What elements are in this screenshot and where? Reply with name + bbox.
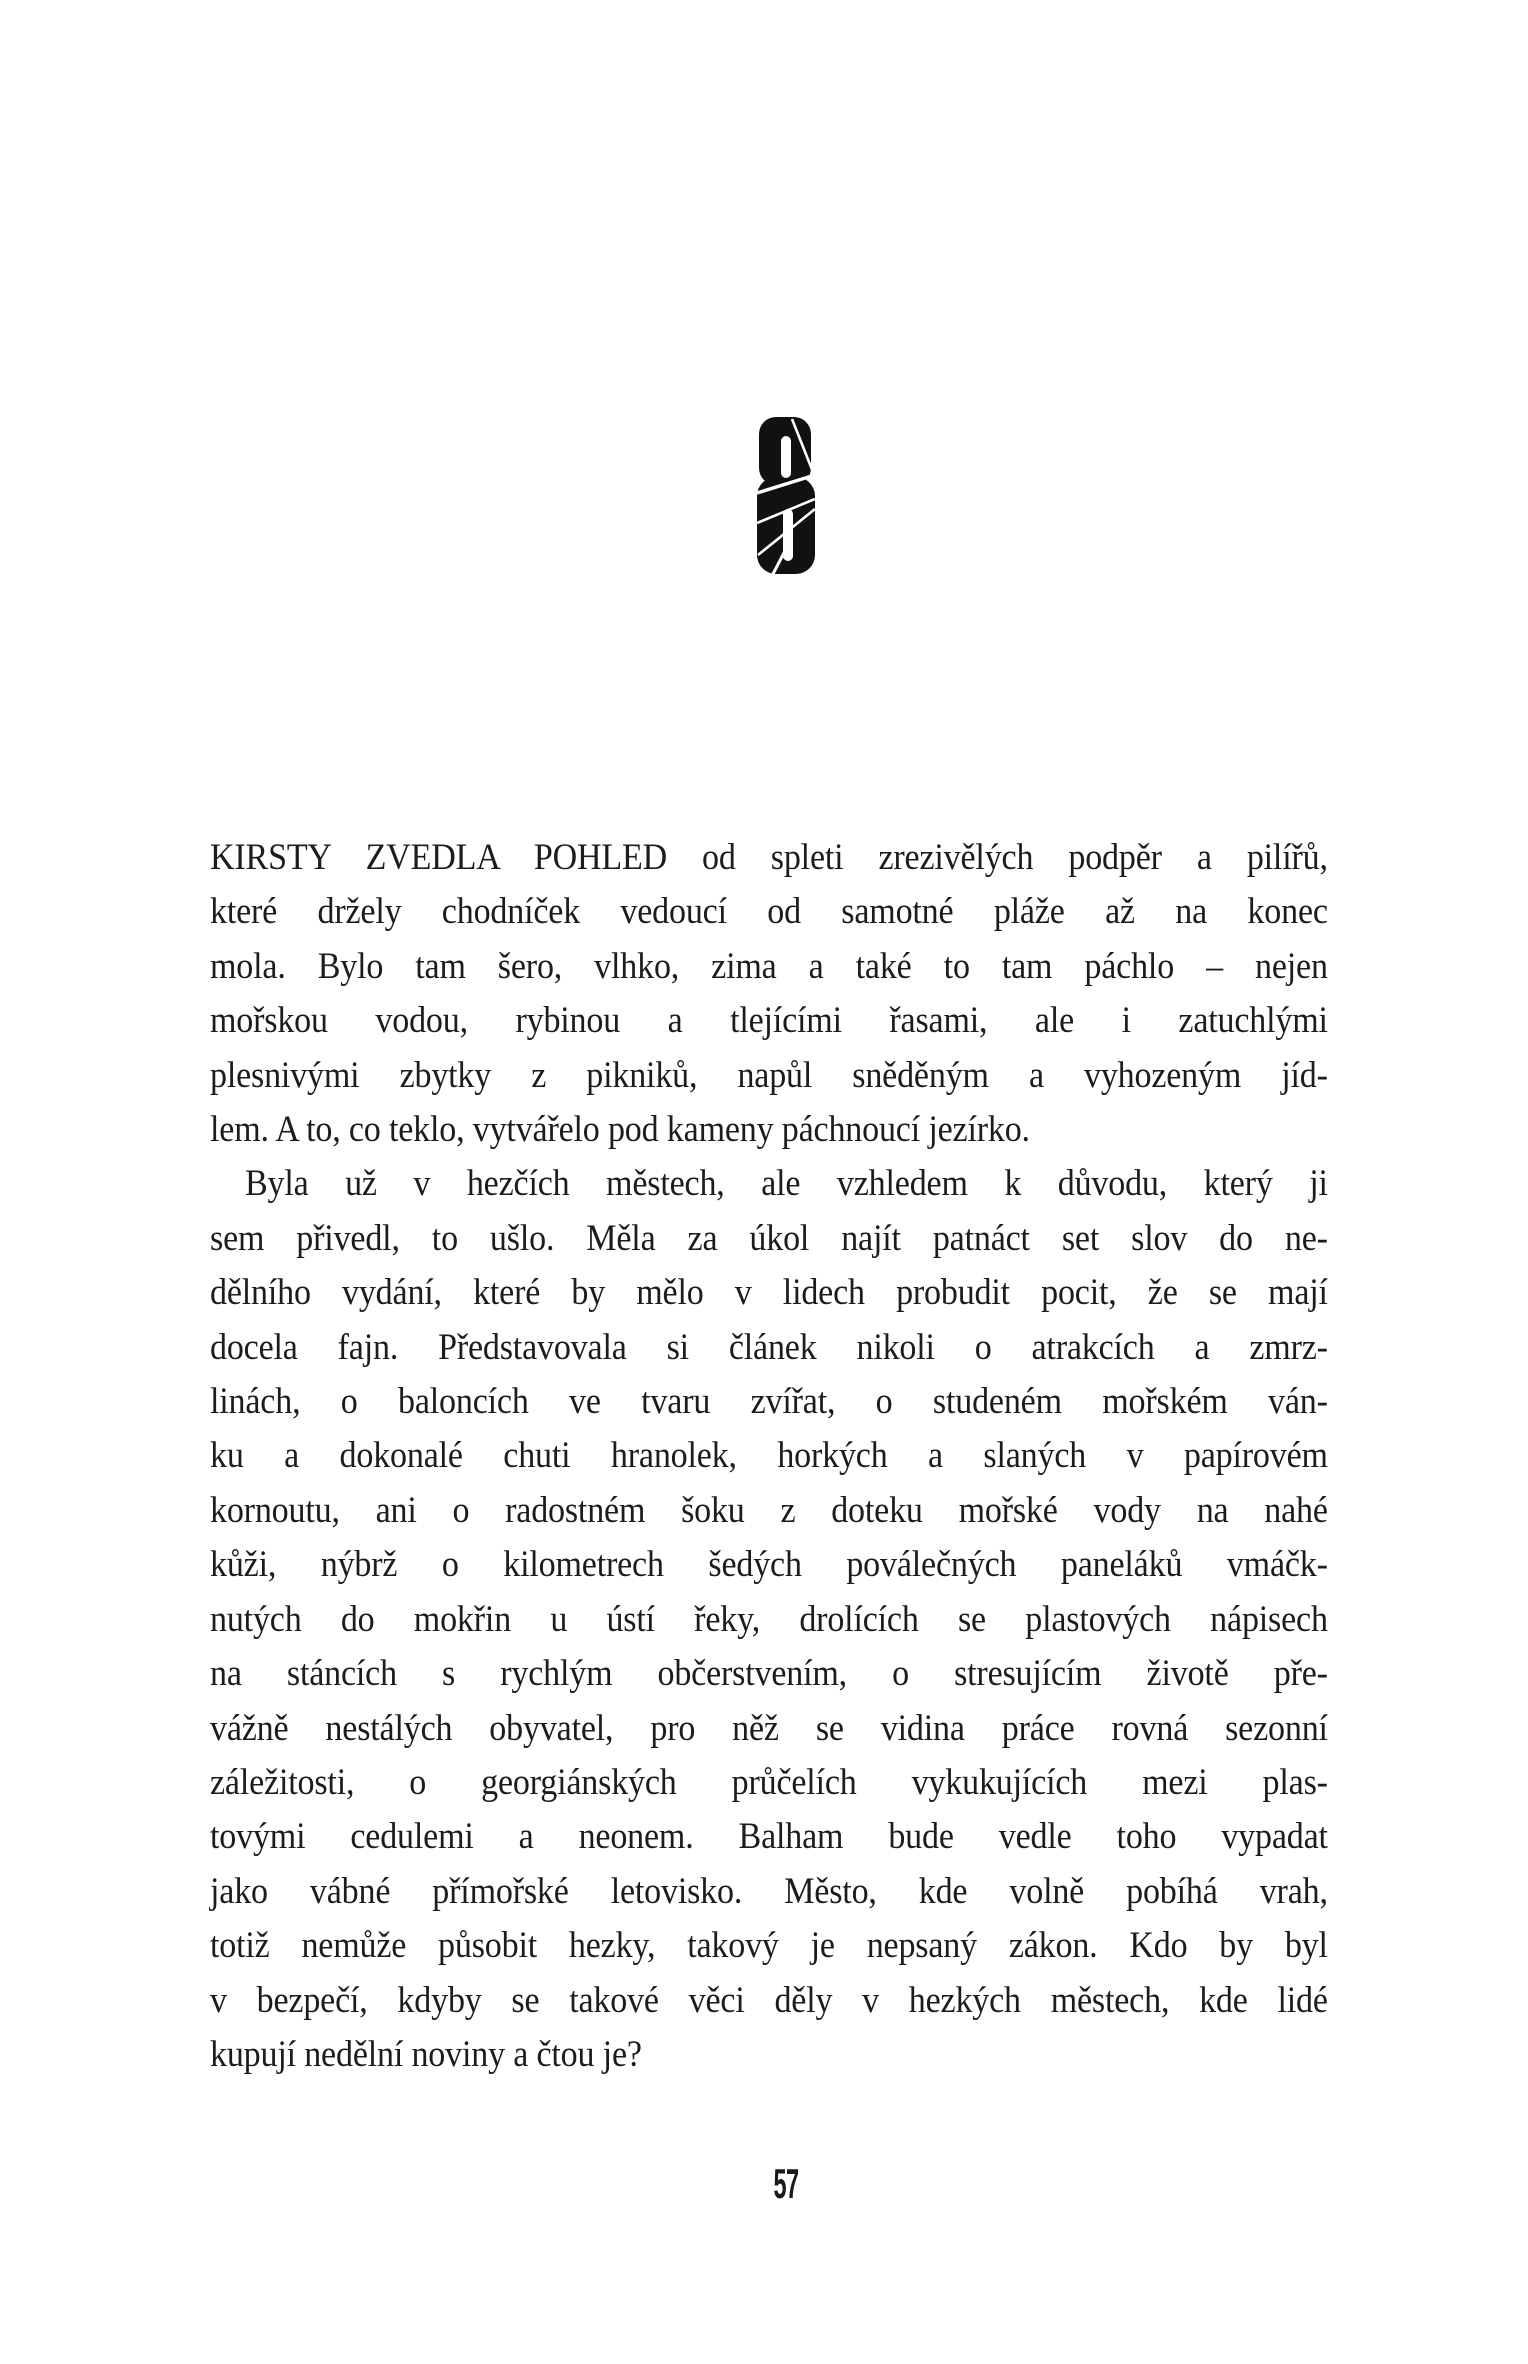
text-line: plesnivými zbytky z pikniků, napůl sněděným a vyhozeným jíd-	[210, 1054, 1328, 1096]
text-line: dělního vydání, které by mělo v lidech probudit pocit, že se mají	[210, 1272, 1328, 1314]
body-text	[210, 831, 1328, 2082]
text-line: docela fajn. Představovala si článek nikoli o atrakcích a zmrz-	[210, 1326, 1328, 1368]
text-line: jako vábné přímořské letovisko. Město, kde volně pobíhá vrah,	[210, 1870, 1328, 1912]
text-line: totiž nemůže působit hezky, takový je nepsaný zákon. Kdo by byl	[210, 1925, 1328, 1967]
text-line: Byla už v hezčích městech, ale vzhledem k důvodu, který ji	[244, 1163, 1328, 1205]
text-line: mola. Bylo tam šero, vlhko, zima a také to tam páchlo – nejen	[210, 945, 1328, 987]
text-line: ku a dokonalé chuti hranolek, horkých a slaných v papírovém	[210, 1435, 1328, 1477]
text-line: linách, o baloncích ve tvaru zvířat, o studeném mořském ván-	[210, 1381, 1328, 1423]
text-line: na stáncích s rychlým občerstvením, o stresujícím životě pře-	[210, 1653, 1328, 1695]
text-line: nutých do mokřin u ústí řeky, drolících se plastových nápisech	[210, 1598, 1328, 1640]
text-line: které držely chodníček vedoucí od samotné pláže až na konec	[210, 891, 1328, 933]
text-line: tovými cedulemi a neonem. Balham bude vedle toho vypadat	[210, 1816, 1328, 1858]
text-line: kornoutu, ani o radostném šoku z doteku mořské vody na nahé	[210, 1489, 1328, 1531]
text-line: v bezpečí, kdyby se takové věci děly v hezkých městech, kde lidé	[210, 1979, 1328, 2021]
page-number: 57	[773, 2160, 799, 2207]
text-line: lem. A to, co teklo, vytvářelo pod kameny páchnoucí jezírko.	[210, 1109, 1030, 1151]
text-line: kupují nedělní noviny a čtou je?	[210, 2033, 642, 2075]
text-line: sem přivedl, to ušlo. Měla za úkol najít patnáct set slov do ne-	[210, 1217, 1328, 1259]
text-line: mořskou vodou, rybinou a tlejícími řasami, ale i zatuchlými	[210, 1000, 1328, 1042]
text-line: kůži, nýbrž o kilometrech šedých poválečných paneláků vmáčk-	[210, 1544, 1328, 1586]
chapter-number-8-icon	[757, 417, 815, 574]
text-line: vážně nestálých obyvatel, pro něž se vidina práce rovná sezonní	[210, 1707, 1328, 1749]
text-line: KIRSTY ZVEDLA POHLED od spleti zrezivělých podpěr a pilířů,	[210, 837, 1328, 878]
text-line: záležitosti, o georgiánských průčelích vykukujících mezi plas-	[210, 1761, 1328, 1803]
chapter-ornament	[757, 417, 815, 574]
